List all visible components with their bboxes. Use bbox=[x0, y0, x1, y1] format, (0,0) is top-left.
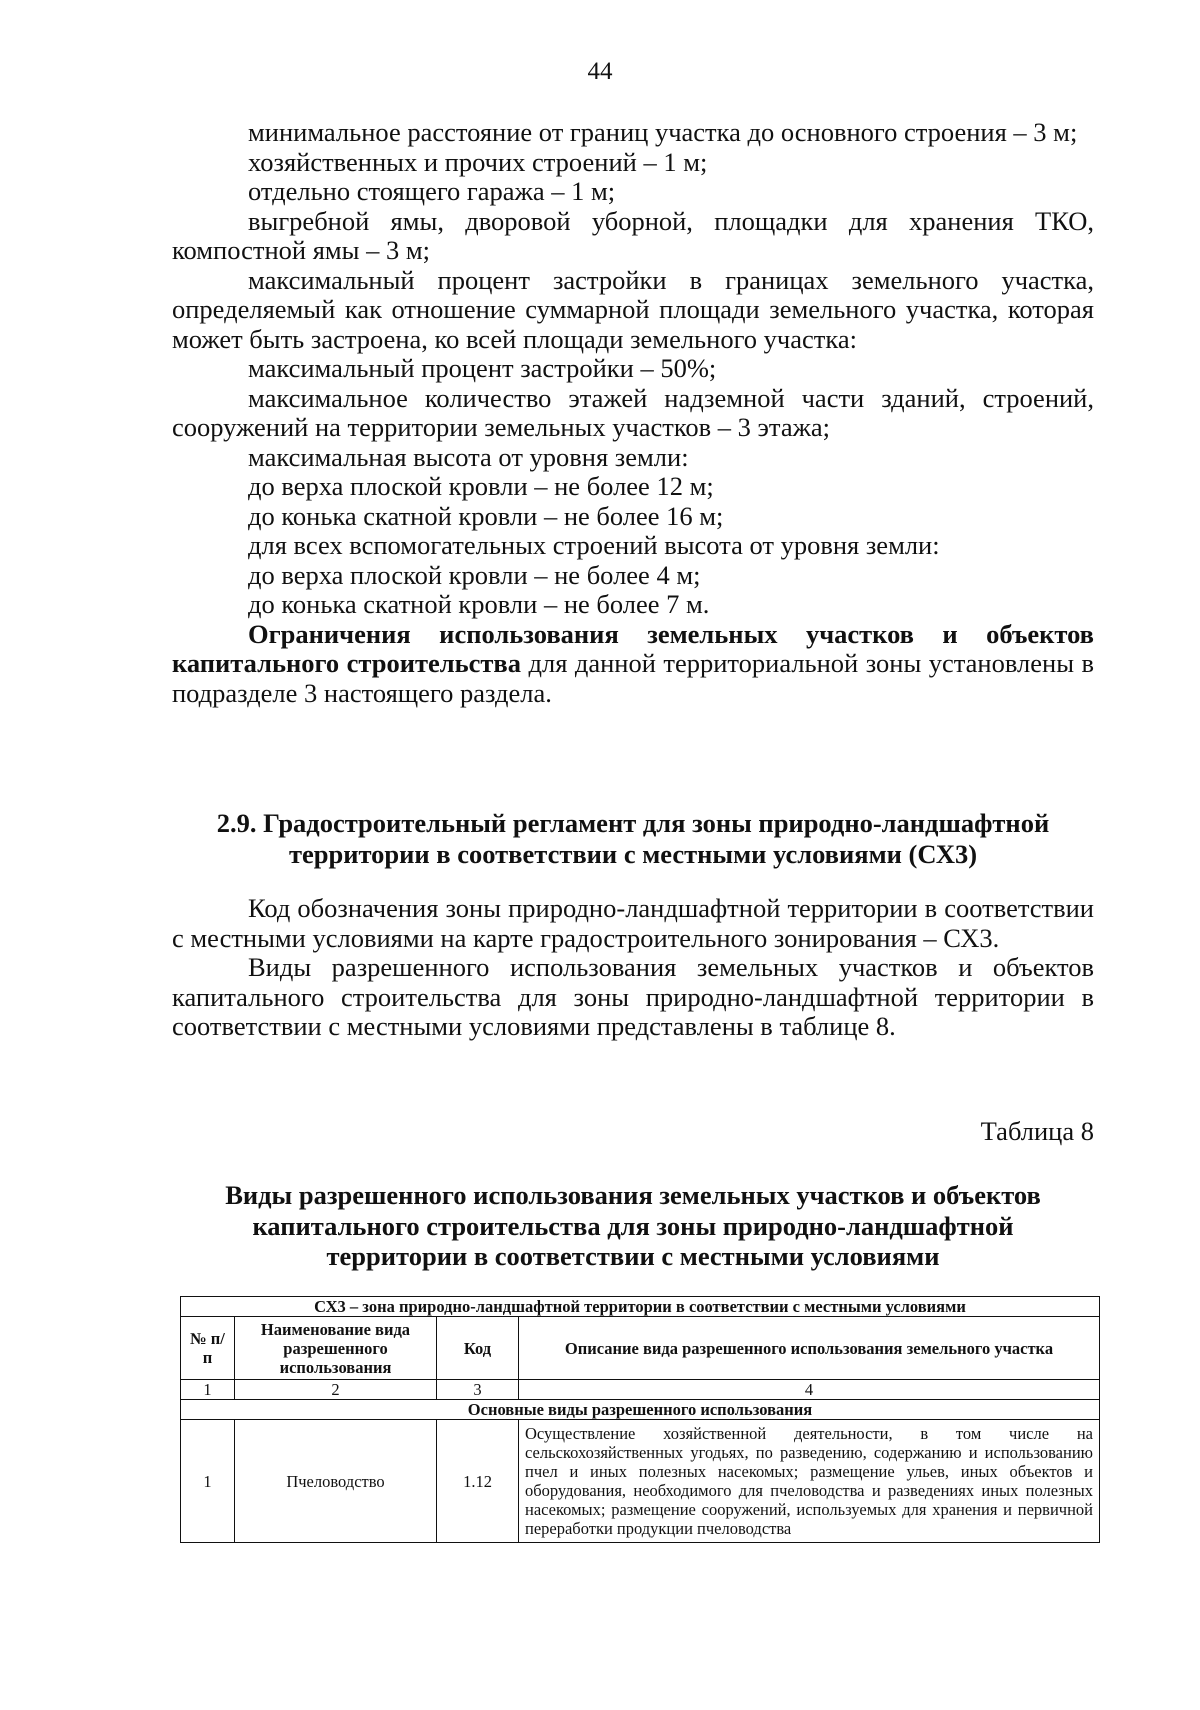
table-zone-header-row bbox=[181, 1297, 1100, 1317]
table-title bbox=[172, 1180, 1094, 1272]
row-code: 1.12 bbox=[437, 1420, 519, 1543]
column-number-4: 4 bbox=[519, 1380, 1100, 1400]
column-number-1: 1 bbox=[181, 1380, 235, 1400]
paragraph-cesspool: выгребной ямы, дворовой уборной, площадки для хранения ТКО, компостной ямы – 3 м; bbox=[172, 205, 1094, 265]
permitted-uses-table bbox=[180, 1296, 1100, 1543]
table-title-line-1: Виды разрешенного использования земельных участков и объектов bbox=[225, 1180, 1041, 1210]
paragraph-zone-code: Код обозначения зоны природно-ландшафтной территории в соответствии с местными условиями на карте градостроительного зонирования – СХ3. bbox=[172, 893, 1094, 953]
column-number-2: 2 bbox=[235, 1380, 437, 1400]
section-heading-line-2: территории в соответствии с местными условиями (СХ3) bbox=[288, 839, 978, 869]
paragraph-max-coverage-definition: максимальный процент застройки в границах земельного участка, определяемый как отношение суммарной площади земельного участка, которая может быть застроена, ко всей площади земельного участка: bbox=[172, 264, 1094, 354]
row-use-name: Пчеловодство bbox=[235, 1420, 437, 1543]
restrictions-text: для данной территориальной зоны установлены в подразделе 3 настоящего раздела. bbox=[172, 648, 1094, 708]
page-number: 44 bbox=[587, 58, 613, 85]
paragraph-aux-flat-roof: до верха плоской кровли – не более 4 м; bbox=[248, 559, 701, 590]
paragraph-aux-pitched-roof: до конька скатной кровли – не более 7 м. bbox=[248, 589, 710, 619]
table-column-number-row bbox=[181, 1380, 1100, 1400]
table-title-line-3: территории в соответствии с местными условиями bbox=[326, 1241, 940, 1271]
paragraph-pitched-roof: до конька скатной кровли – не более 16 м; bbox=[248, 500, 724, 531]
paragraph-outbuildings: хозяйственных и прочих строений – 1 м; bbox=[248, 146, 708, 177]
paragraph-max-coverage-value: максимальный процент застройки – 50%; bbox=[248, 353, 717, 383]
section-body bbox=[172, 894, 1094, 1042]
paragraph-restrictions bbox=[172, 620, 1094, 709]
body-text bbox=[172, 118, 1094, 708]
table-group-header: Основные виды разрешенного использования bbox=[181, 1400, 1100, 1420]
paragraph-max-height: максимальная высота от уровня земли: bbox=[248, 441, 689, 472]
paragraph-flat-roof: до верха плоской кровли – не более 12 м; bbox=[248, 471, 714, 501]
paragraph-min-distance-building: минимальное расстояние от границ участка до основного строения – 3 м; bbox=[248, 117, 1078, 147]
table-group-header-row bbox=[181, 1400, 1100, 1420]
paragraph-garage: отдельно стоящего гаража – 1 м; bbox=[248, 176, 616, 206]
paragraph-permitted-uses: Виды разрешенного использования земельных участков и объектов капитального строительства для зоны природно-ландшафтной территории в соответствии с местными условиями представлены в таблице 8. bbox=[172, 952, 1094, 1041]
section-heading-line-1: 2.9. Градостроительный регламент для зоны природно-ландшафтной bbox=[216, 808, 1050, 838]
row-number: 1 bbox=[181, 1420, 235, 1543]
table-zone-header: СХ3 – зона природно-ландшафтной территории в соответствии с местными условиями bbox=[181, 1297, 1100, 1317]
restrictions-bold-text: Ограничения использования земельных участков и объектов капитального строительства bbox=[172, 618, 1094, 678]
table-column-header-row bbox=[181, 1317, 1100, 1380]
row-description: Осуществление хозяйственной деятельности, в том числе на сельскохозяйственных угодьях, по разведению, содержанию и использованию пчел и иных полезных насекомых; размещение ульев, иных объектов и оборудования, необходимого для пчеловодства и разведениях иных полезных насекомых; размещение сооружений, используемых для хранения и первичной переработки продукции пчеловодства bbox=[519, 1420, 1100, 1543]
table-title-line-2: капитального строительства для зоны природно-ландшафтной bbox=[252, 1210, 1014, 1241]
column-header-number: № п/п bbox=[181, 1317, 235, 1380]
column-number-3: 3 bbox=[437, 1380, 519, 1400]
section-heading bbox=[172, 808, 1094, 870]
column-header-code: Код bbox=[437, 1317, 519, 1380]
paragraph-auxiliary-height: для всех вспомогательных строений высота от уровня земли: bbox=[248, 530, 940, 560]
table-row bbox=[181, 1420, 1100, 1543]
paragraph-max-floors: максимальное количество этажей надземной части зданий, строений, сооружений на территории земельных участков – 3 этажа; bbox=[172, 382, 1094, 442]
column-header-use-name: Наименование вида разрешенного использования bbox=[235, 1317, 437, 1380]
column-header-description: Описание вида разрешенного использования земельного участка bbox=[519, 1317, 1100, 1380]
table-number: Таблица 8 bbox=[980, 1116, 1094, 1146]
